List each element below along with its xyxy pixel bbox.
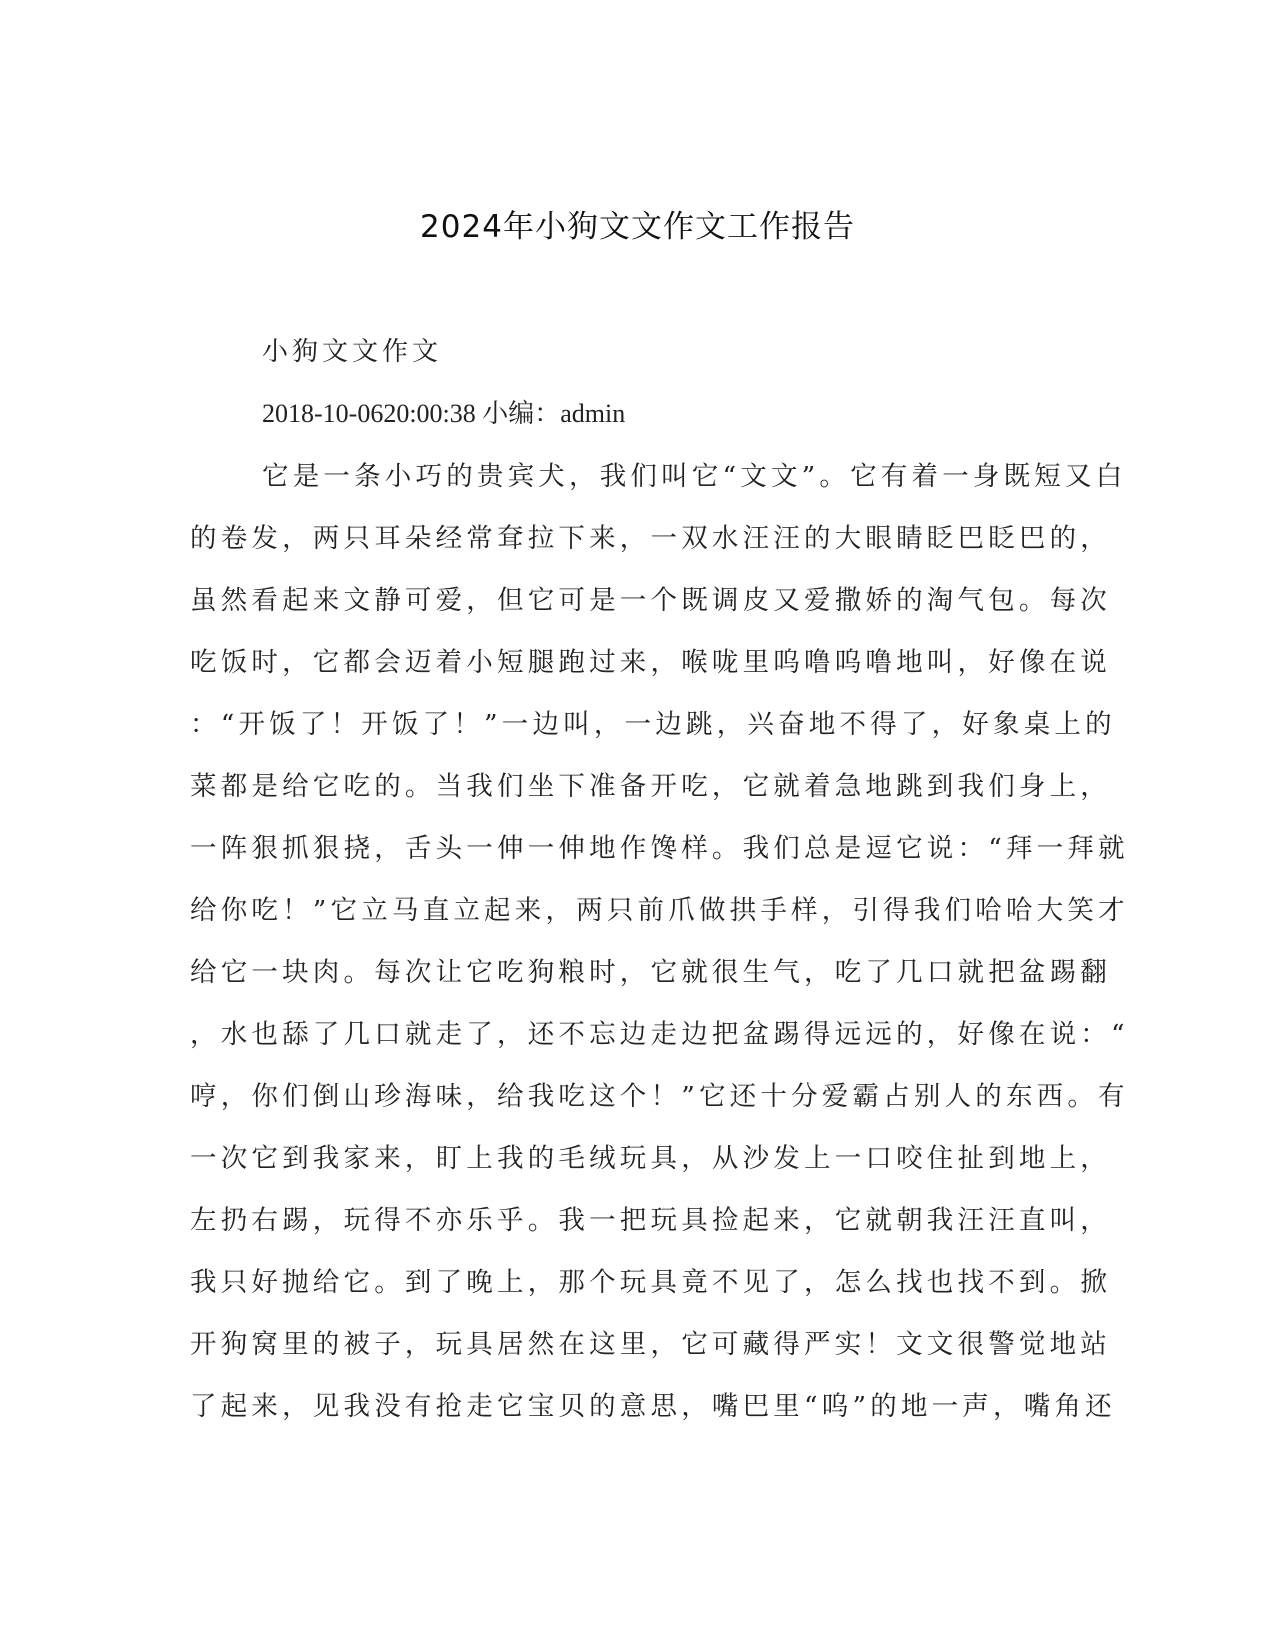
body-line: 给你吃！”它立马直立起来，两只前爪做拱手样，引得我们哈哈大笑才 <box>190 895 1129 926</box>
body-line: 我只好抛给它。到了晚上，那个玩具竟不见了，怎么找也找不到。掀 <box>190 1267 1111 1298</box>
body-line: 给它一块肉。每次让它吃狗粮时，它就很生气，吃了几口就把盆踢翻 <box>190 957 1111 988</box>
body-line: 开狗窝里的被子，玩具居然在这里，它可藏得严实！文文很警觉地站 <box>190 1329 1111 1360</box>
body-line: 它是一条小巧的贵宾犬，我们叫它“文文”。它有着一身既短又白 <box>262 461 1127 492</box>
body-line: 了起来，见我没有抢走它宝贝的意思，嘴巴里“呜”的地一声，嘴角还 <box>190 1391 1116 1422</box>
body-line: ：“开饭了！开饭了！”一边叫，一边跳，兴奋地不得了，好象桌上的 <box>190 709 1116 740</box>
body-line: 菜都是给它吃的。当我们坐下准备开吃，它就着急地跳到我们身上， <box>190 771 1111 802</box>
body-paragraph <box>190 455 1129 1447</box>
body-line: 一阵狠抓狠挠，舌头一伸一伸地作馋样。我们总是逗它说：“拜一拜就 <box>190 833 1129 864</box>
body-line: ，水也舔了几口就走了，还不忘边走边把盆踢得远远的，好像在说：“ <box>190 1019 1129 1050</box>
document-title: 2024年小狗文文作文工作报告 <box>420 209 855 245</box>
publish-meta-line: 2018-10-0620:00:38 小编：admin <box>262 399 626 428</box>
body-line: 吃饭时，它都会迈着小短腿跑过来，喉咙里呜噜呜噜地叫，好像在说 <box>190 647 1111 678</box>
body-line: 哼，你们倒山珍海味，给我吃这个！”它还十分爱霸占别人的东西。有 <box>190 1081 1129 1112</box>
body-line: 左扔右踢，玩得不亦乐乎。我一把玩具捡起来，它就朝我汪汪直叫， <box>190 1205 1111 1236</box>
body-line: 的卷发，两只耳朵经常耷拉下来，一双水汪汪的大眼睛眨巴眨巴的， <box>190 523 1111 554</box>
document-subtitle: 小狗文文作文 <box>262 337 443 367</box>
body-line: 一次它到我家来，盯上我的毛绒玩具，从沙发上一口咬住扯到地上， <box>190 1143 1111 1174</box>
body-line: 虽然看起来文静可爱，但它可是一个既调皮又爱撒娇的淘气包。每次 <box>190 585 1111 616</box>
